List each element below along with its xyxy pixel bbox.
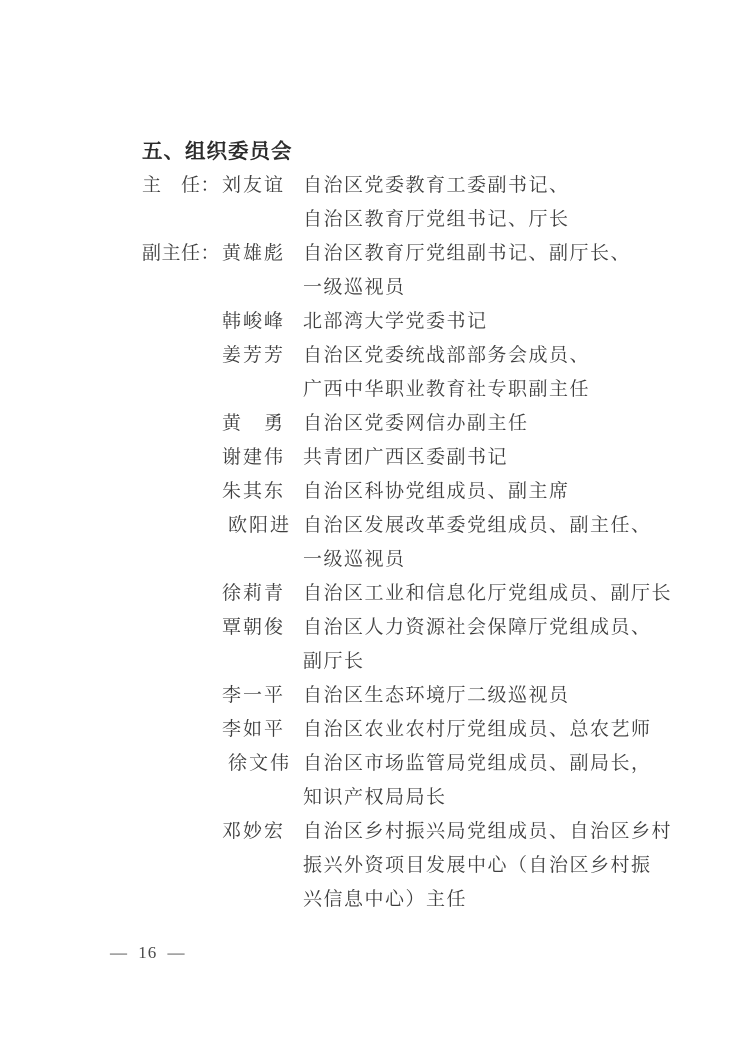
member-name: 姜芳芳 <box>222 345 286 366</box>
committee-row <box>142 577 692 611</box>
committee-row <box>142 441 692 475</box>
member-title-line: 自治区农业农村厅党组成员、总农艺师 <box>303 719 652 740</box>
member-title-line: 一级巡视员 <box>303 549 406 570</box>
member-title-line: 自治区人力资源社会保障厅党组成员、 <box>303 617 652 638</box>
member-title-line: 知识产权局局长 <box>303 787 447 808</box>
member-title-line: 自治区发展改革委党组成员、副主任、 <box>303 515 652 536</box>
member-title-line: 自治区教育厅党组书记、厅长 <box>303 209 570 230</box>
member-title <box>303 237 692 305</box>
member-title-line: 自治区工业和信息化厅党组成员、副厅长 <box>303 583 673 604</box>
member-title-line: 副厅长 <box>303 651 365 672</box>
member-title-line: 共青团广西区委副书记 <box>303 447 509 468</box>
member-title <box>303 577 692 611</box>
committee-row <box>142 509 692 577</box>
member-title <box>303 475 692 509</box>
committee-row <box>142 339 692 407</box>
member-title <box>303 611 692 679</box>
member-title-line: 自治区科协党组成员、副主席 <box>303 481 570 502</box>
member-name: 韩峻峰 <box>222 311 286 332</box>
member-title <box>303 169 692 237</box>
member-title-line: 振兴外资项目发展中心（自治区乡村振 <box>303 855 652 876</box>
committee-row <box>142 815 692 917</box>
member-name: 李一平 <box>222 685 286 706</box>
member-title-line: 自治区生态环境厅二级巡视员 <box>303 685 570 706</box>
member-title-line: 自治区市场监管局党组成员、副局长， <box>303 753 652 774</box>
page-number: — 16 — <box>110 943 186 962</box>
member-title <box>303 713 692 747</box>
member-title <box>303 509 692 577</box>
member-title-line: 广西中华职业教育社专职副主任 <box>303 379 591 400</box>
member-title <box>303 305 692 339</box>
committee-list <box>142 169 692 917</box>
role-label: 副主任： <box>142 243 221 264</box>
committee-row <box>142 679 692 713</box>
member-name: 刘友谊 <box>222 175 286 196</box>
member-title-line: 自治区党委统战部部务会成员、 <box>303 345 591 366</box>
member-name: 李如平 <box>222 719 286 740</box>
member-title-line: 自治区乡村振兴局党组成员、自治区乡村 <box>303 821 673 842</box>
committee-row <box>142 611 692 679</box>
member-name: 徐莉青 <box>222 583 286 604</box>
member-name: 黄雄彪 <box>222 243 286 264</box>
committee-row <box>142 169 692 237</box>
member-title <box>303 815 692 917</box>
member-name: 覃朝俊 <box>222 617 286 638</box>
committee-row <box>142 237 692 305</box>
section-heading: 五、组织委员会 <box>142 141 293 163</box>
committee-row <box>142 305 692 339</box>
member-title <box>303 679 692 713</box>
member-title-line: 北部湾大学党委书记 <box>303 311 488 332</box>
committee-row <box>142 407 692 441</box>
member-title-line: 自治区教育厅党组副书记、副厅长、 <box>303 243 632 264</box>
committee-row <box>142 747 692 815</box>
role-label: 主 任： <box>142 175 221 196</box>
member-title <box>303 441 692 475</box>
member-title-line: 自治区党委网信办副主任 <box>303 413 529 434</box>
member-name: 邓妙宏 <box>222 821 286 842</box>
member-name: 谢建伟 <box>222 447 286 468</box>
committee-row <box>142 713 692 747</box>
committee-row <box>142 475 692 509</box>
member-title-line: 一级巡视员 <box>303 277 406 298</box>
member-title <box>303 339 692 407</box>
member-name: 欧阳进 <box>228 515 292 536</box>
member-title <box>303 407 692 441</box>
member-title-line: 兴信息中心）主任 <box>303 889 468 910</box>
member-title-line: 自治区党委教育工委副书记、 <box>303 175 570 196</box>
member-name: 徐文伟 <box>228 753 292 774</box>
member-title <box>303 747 692 815</box>
member-name: 朱其东 <box>222 481 286 502</box>
member-name: 黄 勇 <box>222 413 286 434</box>
